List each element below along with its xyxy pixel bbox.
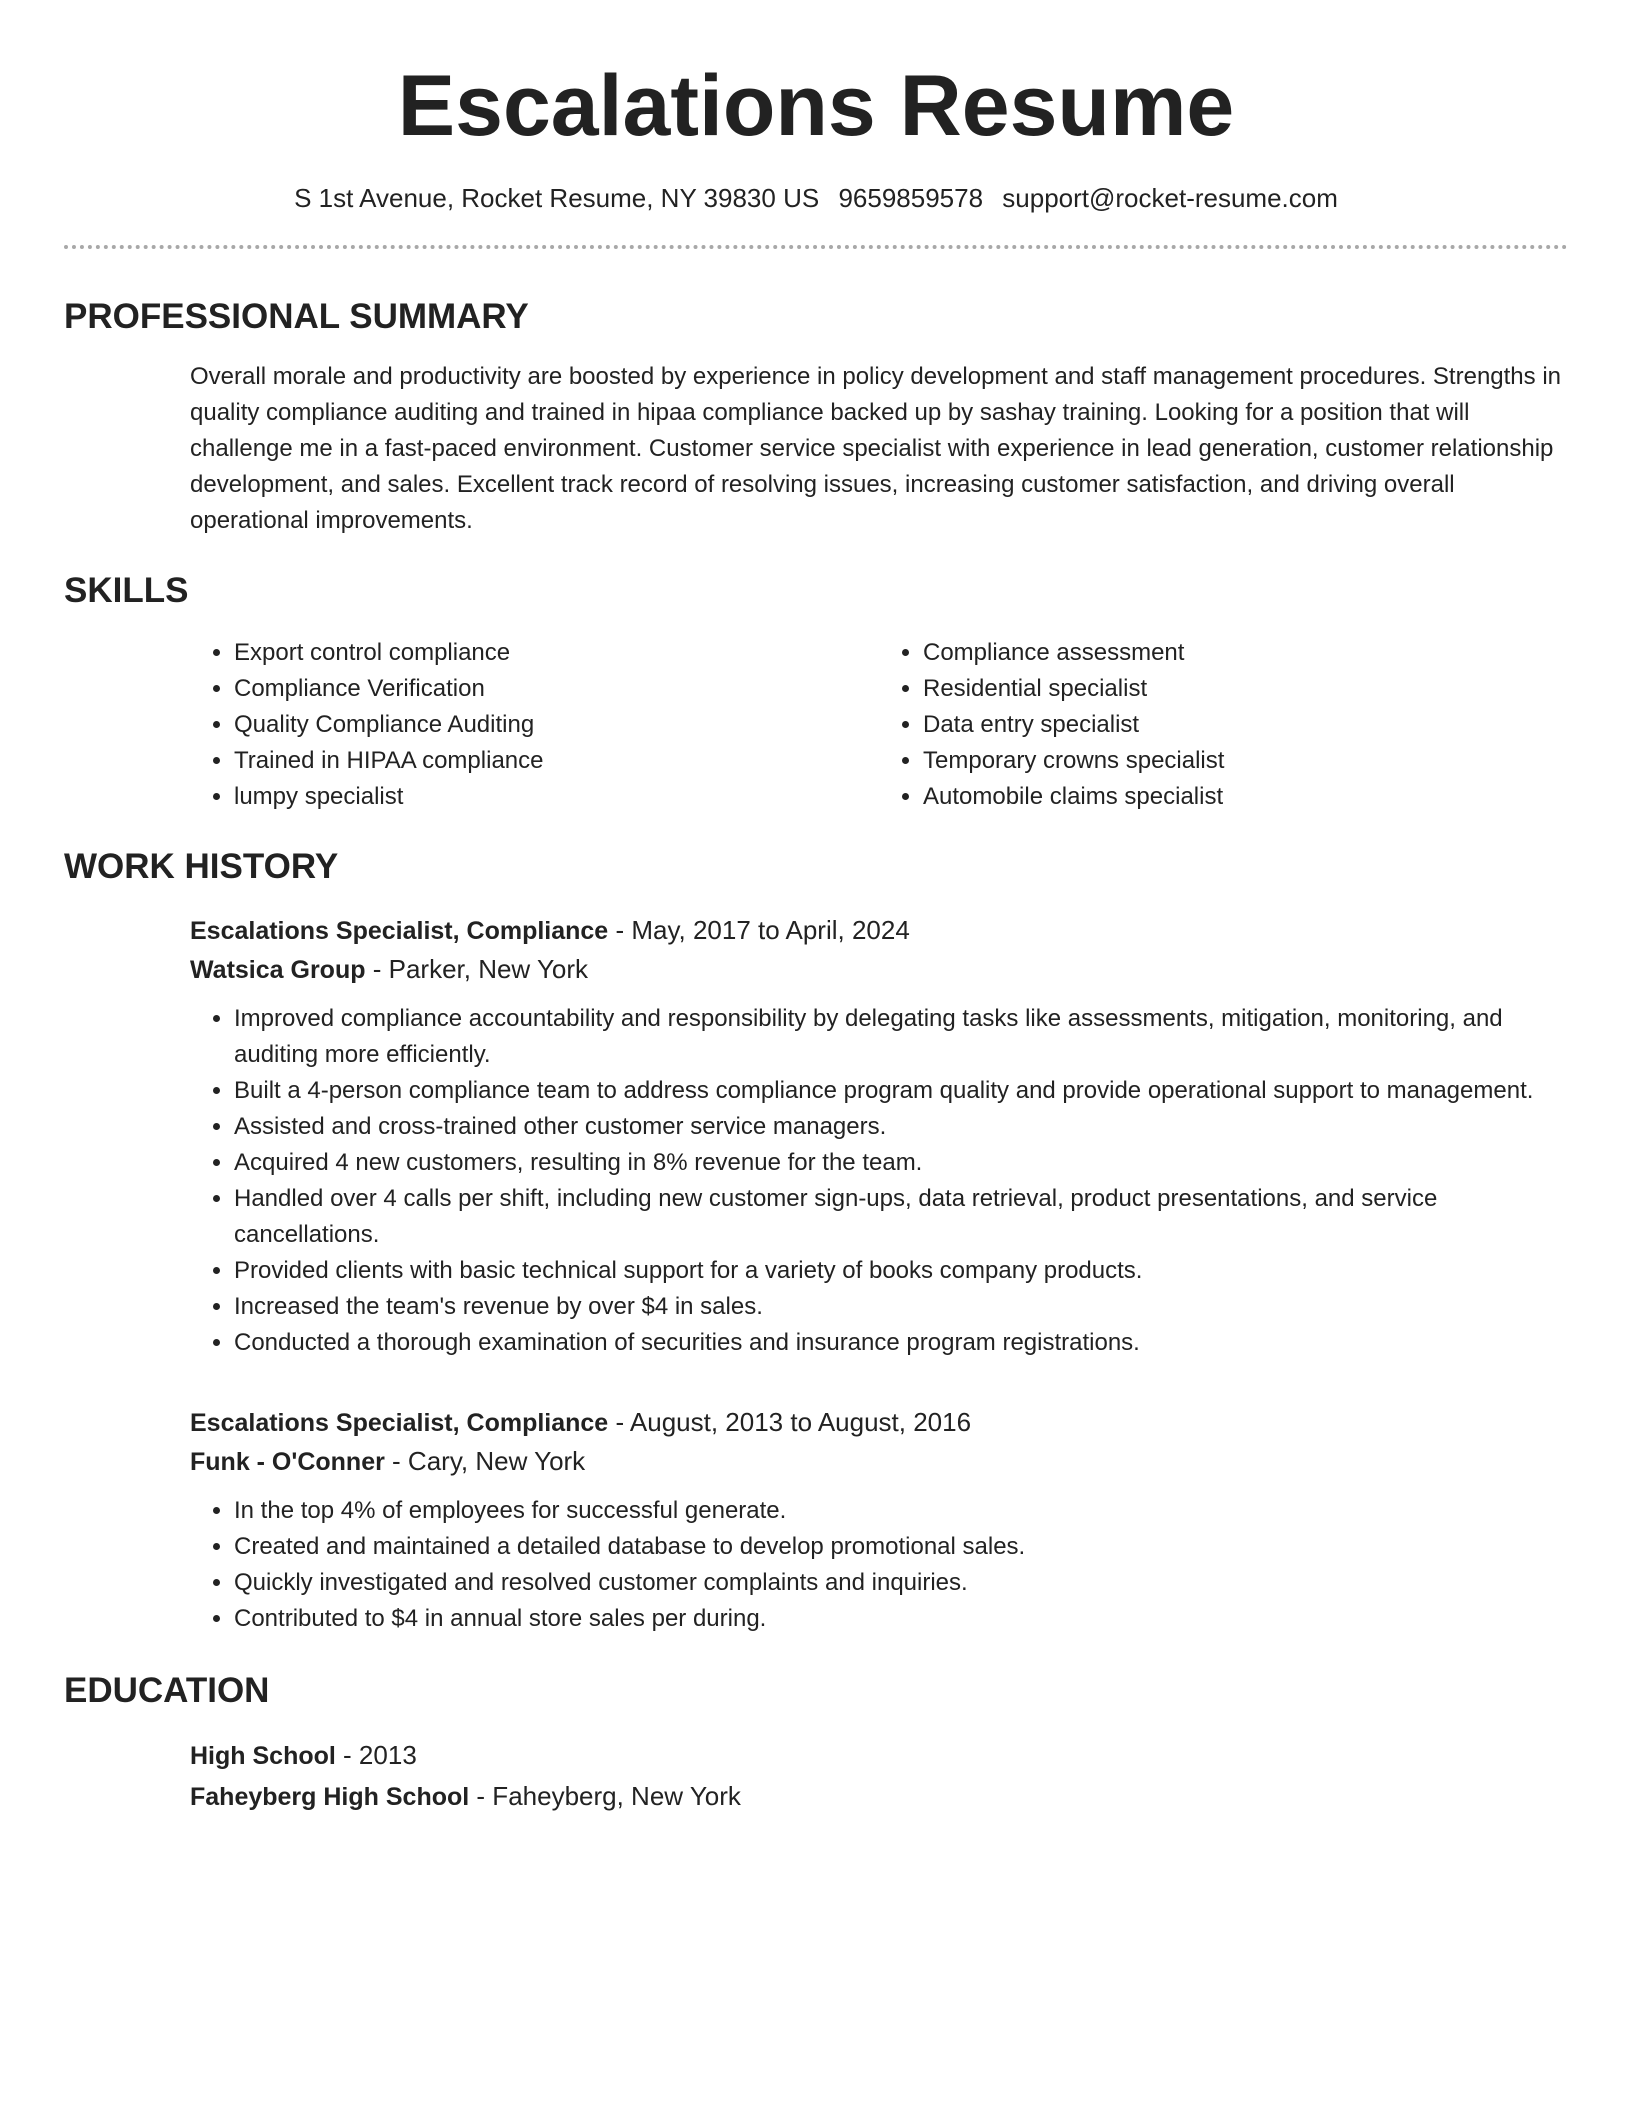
skill-item: • lumpy specialist [234, 779, 879, 815]
job-title: Escalations Specialist, Compliance [190, 917, 609, 945]
skills-column-left [190, 635, 879, 815]
job-bullet: • Provided clients with basic technical support for a variety of books company products. [234, 1253, 1568, 1289]
skill-item: • Temporary crowns specialist [923, 743, 1568, 779]
skill-item: • Compliance assessment [923, 635, 1568, 671]
education-location: - Faheyberg, New York [469, 1781, 741, 1811]
skill-item: • Automobile claims specialist [923, 779, 1568, 815]
job-title: Escalations Specialist, Compliance [190, 1409, 609, 1437]
summary-text: Overall morale and productivity are boosted by experience in policy development and staff management procedures. Strengths in quality compliance auditing and trained in hipaa compliance backed up by sashay training. Looking for a position that will challenge me in a fast-paced environment. Customer service specialist with experience in lead generation, customer relationship development, and sales. Excellent track record of resolving issues, increasing customer satisfaction, and driving overall operational improvements. [190, 363, 1561, 534]
work-history-heading: WORK HISTORY [64, 847, 339, 886]
skills-heading: SKILLS [64, 571, 189, 610]
skill-item: • Trained in HIPAA compliance [234, 743, 879, 779]
job-bullet: • Improved compliance accountability and responsibility by delegating tasks like assessments, mitigation, monitoring, and auditing more efficiently. [234, 1001, 1568, 1073]
job-bullet: • Conducted a thorough examination of securities and insurance program registrations. [234, 1325, 1568, 1361]
education-school: Faheyberg High School [190, 1783, 470, 1811]
skills-list [190, 635, 1568, 815]
job-bullet: • Created and maintained a detailed database to develop promotional sales. [234, 1529, 1568, 1565]
skill-item: • Data entry specialist [923, 707, 1568, 743]
education-year: - 2013 [335, 1740, 417, 1770]
job-bullet: • Increased the team's revenue by over $4 in sales. [234, 1289, 1568, 1325]
job-bullet: • Quickly investigated and resolved customer complaints and inquiries. [234, 1565, 1568, 1601]
job-company-line [190, 1442, 1568, 1481]
job-dates: - May, 2017 to April, 2024 [608, 915, 910, 945]
job-bullet: • In the top 4% of employees for successful generate. [234, 1493, 1568, 1529]
job-entry [190, 1403, 1568, 1637]
job-title-line [190, 1403, 1568, 1442]
job-location: - Cary, New York [384, 1446, 586, 1476]
skills-column-right [879, 635, 1568, 815]
contact-phone: 9659859578 [838, 183, 984, 213]
contact-line [64, 181, 1568, 215]
education-entry [190, 1735, 1568, 1817]
job-company: Funk - O'Conner [190, 1448, 385, 1476]
skill-item: • Quality Compliance Auditing [234, 707, 879, 743]
job-bullets [190, 1001, 1568, 1361]
job-bullet: • Acquired 4 new customers, resulting in 8% revenue for the team. [234, 1145, 1568, 1181]
job-dates: - August, 2013 to August, 2016 [608, 1407, 972, 1437]
job-bullet: • Contributed to $4 in annual store sales per during. [234, 1601, 1568, 1637]
resume-title: Escalations Resume [397, 58, 1235, 154]
job-bullet: • Handled over 4 calls per shift, including new customer sign-ups, data retrieval, product presentations, and service cancellations. [234, 1181, 1568, 1253]
job-company-line [190, 950, 1568, 989]
contact-address: S 1st Avenue, Rocket Resume, NY 39830 US [294, 183, 820, 213]
contact-email: support@rocket-resume.com [1002, 183, 1338, 213]
job-bullet: • Built a 4-person compliance team to address compliance program quality and provide operational support to management. [234, 1073, 1568, 1109]
job-bullet: • Assisted and cross-trained other customer service managers. [234, 1109, 1568, 1145]
summary-heading: PROFESSIONAL SUMMARY [64, 297, 529, 336]
education-school-line [190, 1776, 1568, 1817]
skill-item: • Compliance Verification [234, 671, 879, 707]
job-location: - Parker, New York [365, 954, 589, 984]
job-bullets [190, 1493, 1568, 1637]
skill-item: • Residential specialist [923, 671, 1568, 707]
job-entry [190, 911, 1568, 1361]
education-degree-line [190, 1735, 1568, 1776]
header-divider [64, 245, 1568, 249]
skill-item: • Export control compliance [234, 635, 879, 671]
education-degree: High School [190, 1742, 336, 1770]
job-company: Watsica Group [190, 956, 366, 984]
education-heading: EDUCATION [64, 1671, 270, 1710]
job-title-line [190, 911, 1568, 950]
